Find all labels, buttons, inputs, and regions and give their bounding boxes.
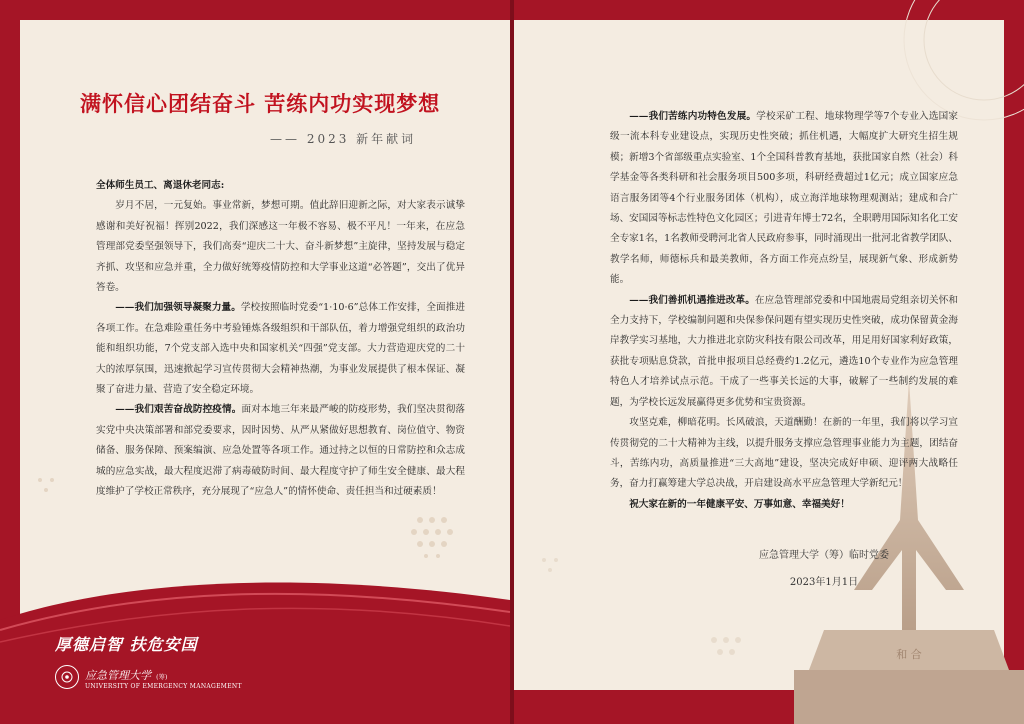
monument-text: 和 合 (896, 648, 922, 661)
logo-name: 应急管理大学 (85, 669, 151, 682)
right-body (610, 107, 958, 515)
paragraph: ——我们苦练内功特色发展。学校采矿工程、地球物理学等7个专业入选国家级一流本科专业建设点，实现历史性突破；抓住机遇，大幅度扩大研究生招生规模；新增3个省部级重点实验室、1个全国科普教育基地，获批国家自然（社会）科学基金等各类科研和社会服务项目500多项，科研经费超过1亿元；成立国家应急语言服务团等4个行业服务团体（机构），成立海洋地球物理观测站；建成和合广场、安国园等标志性特色文化园区；引进青年博士72名，全职聘用国际知名化工安全专家1名，1名教师受聘河北省人民政府参事，同时涌现出一批河北省教学团队、教学名师，师德标兵和最美教师，各方面工作亮点纷呈，展现新气象、形成新势能。 (610, 111, 958, 286)
right-page (514, 0, 1024, 724)
left-page (0, 0, 510, 724)
logo-subtitle: UNIVERSITY OF EMERGENCY MANAGEMENT (85, 683, 242, 690)
slogan: 厚德启智 扶危安国 (55, 635, 198, 654)
paragraph: ——我们善抓机遇推进改革。在应急管理部党委和中国地震局党组亲切关怀和全力支持下，学校编制问题和央保参保问题有望实现历史性突破，成功保留黄金海岸教学实习基地，大力推进北京防灾科技有限公司改革，用足用好国家利好政策，获批专项贴息贷款，首批申报项目总经费约1.2亿元，遴选10个专业作为应急管理特色人才培养试点示范。干成了一些事关长远的大事，破解了一些制约发展的难题，为学校长远发展赢得更多优势和宝贵资源。 (610, 294, 958, 408)
logo-suffix: (筹) (156, 674, 168, 681)
seal-icon (55, 665, 79, 689)
paragraph: ——我们加强领导凝聚力量。学校按照临时党委“1·10·6”总体工作安排，全面推进各项工作。在急难险重任务中考验锤炼各级组织和干部队伍，着力增强党组织的政治功能和组织功能，7个党支部入选中央和国家机关“四强”党支部。大力营造迎庆党的二十大的浓厚氛围，迅速掀起学习宣传贯彻大会精神热潮，为事业发展提供了根本保证、凝聚了奋进力量、营造了安全稳定环境。 (96, 302, 466, 396)
date: 2023年1月1日 (789, 577, 859, 588)
signature: 应急管理大学（筹）临时党委 (759, 550, 889, 561)
closing-line: 祝大家在新的一年健康平安、万事如意、幸福美好！ (629, 498, 850, 510)
paragraph: 攻坚克难，柳暗花明。长风破浪，天道酬勤！在新的一年里，我们将以学习宣传贯彻党的二十大精神为主线，以提升服务支撑应急管理事业能力为主题，团结奋斗，苦练内功，高质量推进“三大高地”建设，坚决完成好申硕、迎评两大战略任务，奋力打赢筹建大学总决战，开启建设高水平应急管理大学新纪元！ (610, 417, 958, 490)
page-subtitle: —— 2023 新年献词 (270, 132, 417, 146)
left-body (96, 176, 465, 503)
university-logo (55, 664, 242, 690)
logo-text (85, 664, 242, 690)
page-title: 满怀信心团结奋斗 苦练内功实现梦想 (80, 92, 441, 116)
paragraph: ——我们艰苦奋战防控疫情。面对本地三年来最严峻的防疫形势，我们坚决贯彻落实党中央决策部署和部党委要求，因时因势、从严从紧做好思想教育、岗位值守、物资储备、服务保障、预案编演、应急处置等各项工作。通过持之以恒的日常防控和众志成城的应急实战，最大程度迟滞了病毒破防时间、最大程度守护了师生安全健康、最大程度维护了学校正常秩序，充分展现了“应急人”的情怀使命、责任担当和过硬素质！ (96, 404, 466, 498)
greeting: 全体师生员工、离退休老同志: (96, 180, 225, 191)
paragraph: 岁月不居，一元复始。事业常新，梦想可期。值此辞旧迎新之际，对大家表示诚挚感谢和美好祝福！挥别2022，我们深感这一年极不容易、极不平凡！一年来，在应急管理部党委坚强领导下，我们高奏“迎庆二十大、奋斗新梦想”主旋律，坚持发展与稳定齐抓、攻坚和应急并重，全力做好统筹疫情防控和大学事业这道“必答题”，交出了优异答卷。 (96, 200, 465, 294)
